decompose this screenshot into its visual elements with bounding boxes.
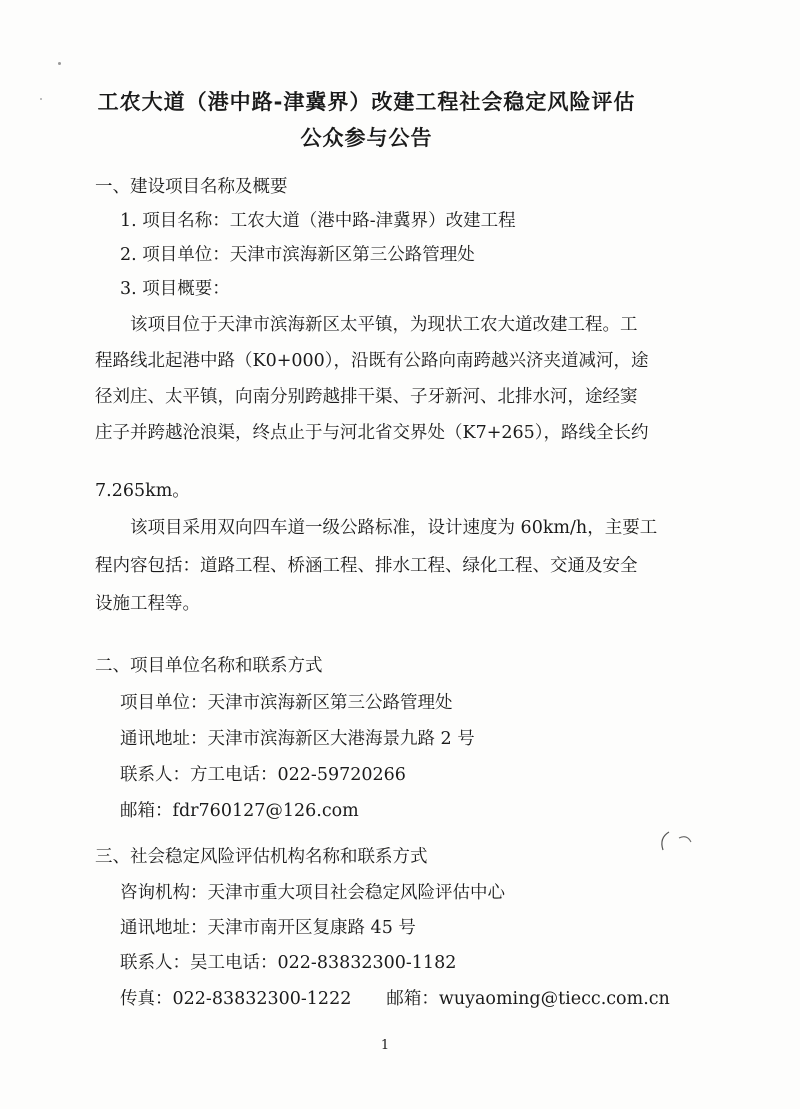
paragraph-line: 设施工程等。: [95, 594, 200, 614]
document-title: 工农大道（港中路-津冀界）改建工程社会稳定风险评估: [97, 90, 636, 114]
section2-heading: 二、项目单位名称和联系方式: [95, 656, 323, 676]
agency-contact: 联系人：吴工电话：022-83832300-1182: [120, 953, 457, 973]
project-overview-label: 3. 项目概要：: [120, 279, 230, 299]
contact-email: 邮箱：fdr760127@126.com: [120, 801, 359, 821]
scan-speck: [58, 62, 61, 65]
paragraph-line: 该项目位于天津市滨海新区太平镇，为现状工农大道改建工程。工: [130, 315, 638, 335]
contact-address: 通讯地址：天津市滨海新区大港海景九路 2 号: [120, 729, 475, 749]
agency-address: 通讯地址：天津市南开区复康路 45 号: [120, 918, 416, 938]
section3-heading: 三、社会稳定风险评估机构名称和联系方式: [95, 847, 428, 867]
paragraph-line: 程路线北起港中路（K0+000），沿既有公路向南跨越兴济夹道减河，途: [95, 351, 649, 371]
contact-person: 联系人：方工电话：022-59720266: [120, 765, 406, 785]
agency-fax-email: 传真：022-83832300-1222 邮箱：wuyaoming@tiecc.com.cn: [120, 989, 670, 1009]
document-subtitle: 公众参与公告: [300, 126, 433, 150]
scan-mark: [655, 828, 705, 858]
paragraph-line: 程内容包括：道路工程、桥涵工程、排水工程、绿化工程、交通及安全: [95, 556, 638, 576]
contact-unit: 项目单位：天津市滨海新区第三公路管理处: [120, 693, 453, 713]
section1-heading: 一、建设项目名称及概要: [95, 177, 288, 197]
paragraph-line: 该项目采用双向四车道一级公路标准，设计速度为 60km/h，主要工: [130, 518, 658, 538]
project-unit: 2. 项目单位：天津市滨海新区第三公路管理处: [120, 245, 475, 265]
paragraph-line: 庄子并跨越沧浪渠，终点止于与河北省交界处（K7+265），路线全长约: [95, 423, 649, 443]
page-number: 1: [380, 1038, 390, 1053]
paragraph-line: 7.265km。: [95, 481, 190, 501]
project-name: 1. 项目名称：工农大道（港中路-津冀界）改建工程: [120, 211, 516, 231]
paragraph-line: 径刘庄、太平镇，向南分别跨越排干渠、子牙新河、北排水河，途经窦: [95, 387, 638, 407]
agency-name: 咨询机构：天津市重大项目社会稳定风险评估中心: [120, 883, 505, 903]
